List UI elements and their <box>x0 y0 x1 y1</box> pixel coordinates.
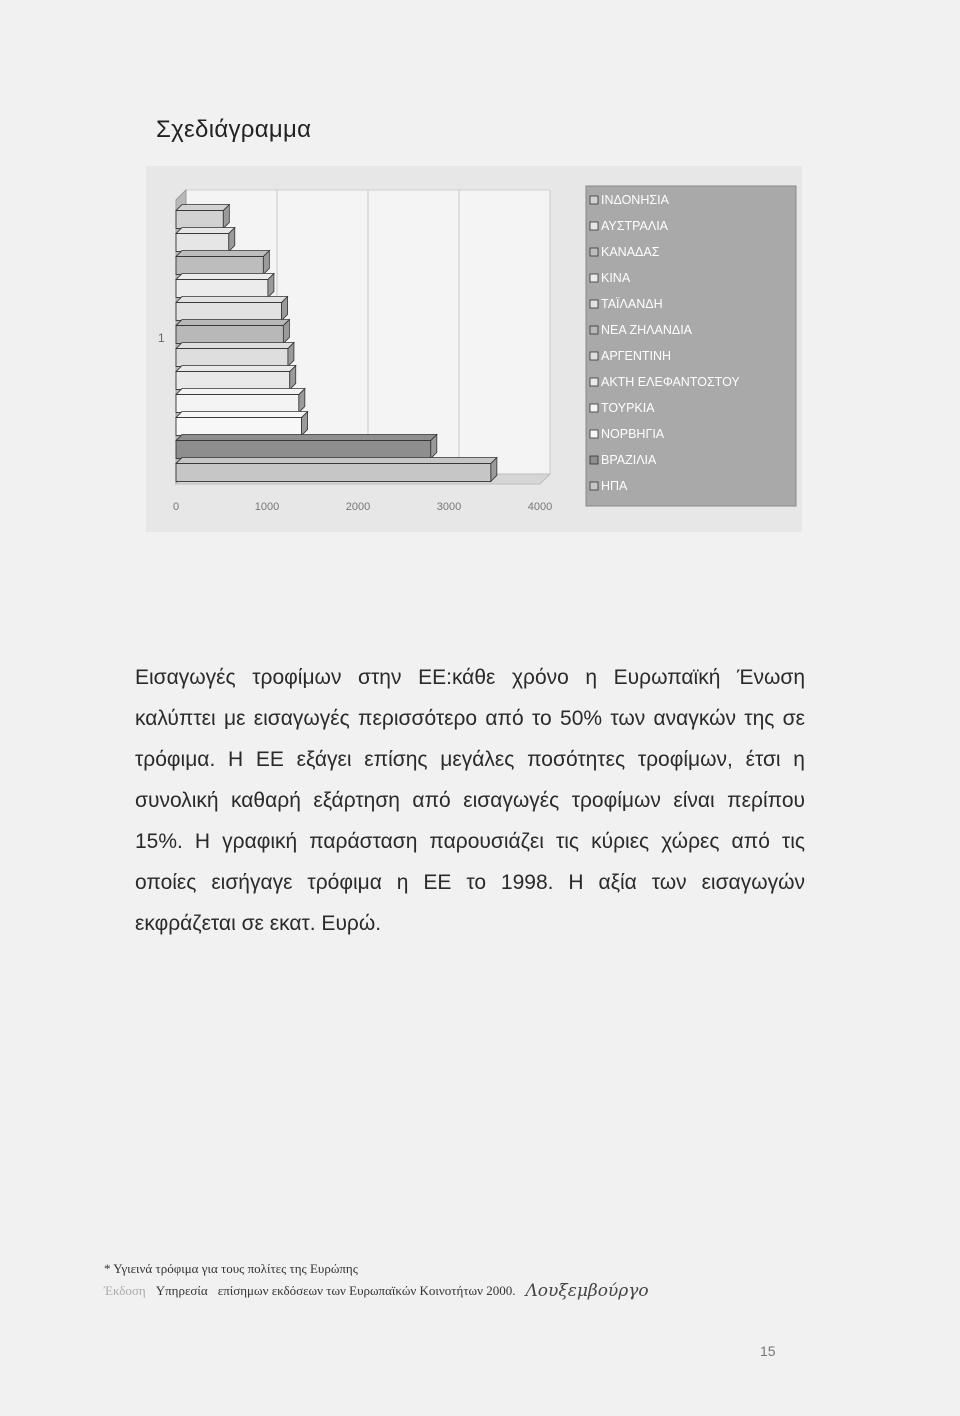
bar-top-face <box>176 389 305 395</box>
bar <box>176 349 288 367</box>
legend-label: ΑΡΓΕΝΤΙΝΗ <box>601 349 672 363</box>
footnote-city: Λουξεμβούργο <box>525 1281 649 1301</box>
footnote-title: * Υγιεινά τρόφιμα για τους πολίτες της Ευρώπης <box>104 1261 358 1276</box>
footnote-source <box>104 1280 864 1302</box>
bar <box>176 280 268 298</box>
bar-top-face <box>176 458 497 464</box>
bar <box>176 326 283 344</box>
legend-label: ΒΡΑΖΙΛΙΑ <box>601 453 657 467</box>
category-tick-label: 1 <box>158 331 165 345</box>
x-tick-label: 3000 <box>436 501 462 513</box>
legend-label: ΗΠΑ <box>601 479 628 493</box>
legend-label: ΚΙΝΑ <box>601 271 631 285</box>
legend-label: ΚΑΝΑΔΑΣ <box>601 245 660 259</box>
bar <box>176 418 302 436</box>
bar <box>176 395 299 413</box>
legend-label: ΙΝΔΟΝΗΣΙΑ <box>601 193 669 207</box>
footnote <box>104 1258 864 1302</box>
legend-label: ΤΑΪΛΑΝΔΗ <box>601 297 663 311</box>
legend-swatch <box>590 378 598 386</box>
bar <box>176 464 491 482</box>
legend-swatch <box>590 430 598 438</box>
bar <box>176 372 290 390</box>
bar-top-face <box>176 205 229 211</box>
legend-label: ΤΟΥΡΚΙΑ <box>601 401 655 415</box>
x-tick-label: 2000 <box>345 501 371 513</box>
legend-swatch <box>590 404 598 412</box>
x-tick-label: 1000 <box>254 501 280 513</box>
legend-label: ΑΥΣΤΡΑΛΙΑ <box>601 219 669 233</box>
legend-swatch <box>590 352 598 360</box>
legend-label: ΑΚΤΗ ΕΛΕΦΑΝΤΟΣΤΟΥ <box>601 375 740 389</box>
imports-bar-chart <box>146 166 802 532</box>
bar-top-face <box>176 366 296 372</box>
bar-top-face <box>176 251 269 257</box>
page-heading: Σχεδιάγραμμα <box>156 116 312 143</box>
legend-swatch <box>590 482 598 490</box>
chart-svg <box>146 166 802 532</box>
bar <box>176 303 282 321</box>
bar-top-face <box>176 412 308 418</box>
bar-top-face <box>176 343 294 349</box>
legend-swatch <box>590 274 598 282</box>
legend-swatch <box>590 222 598 230</box>
legend-label: ΝΟΡΒΗΓΙΑ <box>601 427 665 441</box>
footnote-edition: Έκδοση <box>104 1283 146 1298</box>
body-paragraph: Εισαγωγές τροφίμων στην ΕΕ:κάθε χρόνο η Ευρωπαϊκή Ένωση καλύπτει με εισαγωγές περισσότερο από το 50% των αναγκών της σε τρόφιμα. Η ΕΕ εξάγει επίσης μεγάλες ποσότητες τροφίμων, έτσι η συνολική καθαρή εξάρτηση από εισαγωγές τροφίμων είναι περίπου 15%. Η γραφική παράσταση παρουσιάζει τις κύριες χώρες από τις οποίες εισήγαγε τρόφιμα η ΕΕ το 1998. Η αξία των εισαγωγών εκφράζεται σε εκατ. Ευρώ. <box>135 666 805 935</box>
bar <box>176 441 431 459</box>
legend-swatch <box>590 300 598 308</box>
legend-swatch <box>590 326 598 334</box>
x-tick-label: 0 <box>172 501 180 513</box>
legend-swatch <box>590 248 598 256</box>
bar-top-face <box>176 297 288 303</box>
bar-top-face <box>176 274 274 280</box>
legend-swatch <box>590 196 598 204</box>
legend-swatch <box>590 456 598 464</box>
bar <box>176 257 263 275</box>
x-tick-label: 4000 <box>527 501 553 513</box>
bar-top-face <box>176 320 289 326</box>
footnote-publisher: επίσημων εκδόσεων των Ευρωπαϊκών Κοινοτήτων 2000. <box>217 1283 516 1298</box>
bar-top-face <box>176 435 437 441</box>
bar <box>176 211 223 229</box>
bar <box>176 234 229 252</box>
legend-label: ΝΕΑ ΖΗΛΑΝΔΙΑ <box>601 323 693 337</box>
page-number: 15 <box>760 1343 776 1359</box>
bar-top-face <box>176 228 235 234</box>
footnote-service: Υπηρεσία <box>155 1283 208 1298</box>
